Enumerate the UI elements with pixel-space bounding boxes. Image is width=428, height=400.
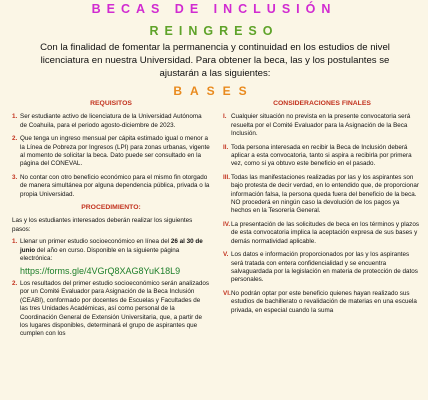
consideracion-number: V.: [223, 251, 229, 259]
consideracion-text: Los datos e información proporcionados por las y los aspirantes será tratada con entera confidencialidad y se encuentra salvaguardada por la legislación en materia de protección de datos personales.: [231, 251, 418, 284]
procedimiento-intro: Las y los estudiantes interesados deberán realizar los siguientes pasos:: [12, 217, 193, 233]
consideracion-text: La presentación de las solicitudes de beca en los términos y plazos de esta convocatoria implica la aceptación expresa de sus bases y demás normatividad aplicable.: [231, 220, 419, 245]
step-item: [12, 280, 210, 339]
consideracion-number: VI.: [223, 289, 231, 297]
consideracion-number: II.: [223, 143, 229, 151]
procedimiento-title: PROCEDIMIENTO:: [81, 204, 141, 212]
page-title: BECAS DE INCLUSIÓN: [91, 2, 337, 16]
requisito-text: Que tenga un ingreso mensual per cápita estimado igual o menor a la Línea de Pobreza por Ingresos (LPI) para zonas urbanas, vigente al momento de solicitar la beca. Dato puede ser consultado en la página del CONEVAL.: [20, 135, 210, 168]
requisito-number: 2.: [12, 135, 18, 143]
consideracion-item: [223, 113, 421, 138]
consideracion-text: Cualquier situación no prevista en la presente convocatoria será resuelta por el Comité Evaluador para la Asignación de la Beca Inclusión.: [231, 113, 411, 138]
step-number: 1.: [12, 238, 18, 246]
requisitos-title: REQUISITOS: [90, 100, 132, 107]
step1-dates: 26 al 30 de junio: [20, 238, 203, 254]
requisito-number: 3.: [12, 173, 18, 181]
requisito-number: 1.: [12, 113, 18, 121]
consideracion-text: No podrán optar por este beneficio quienes hayan realizado sus estudios de bachillerato o revalidación de materias en una escuela privada, en especial cuando la suma: [231, 289, 417, 314]
page-subtitle: REINGRESO: [149, 24, 279, 38]
requisito-item: [12, 135, 210, 169]
consideracion-number: I.: [223, 113, 227, 121]
consideracion-text: Toda persona interesada en recibir la Beca de Inclusión deberá aplicar a esta convocatoria, tanto si aspira a recibirla por primera vez, como si ya obtuvo este beneficio en el pasado.: [231, 143, 412, 168]
requisito-item: [12, 113, 210, 130]
step1-text-b: del año en curso. Disponible en la siguiente página electrónica:: [20, 246, 180, 263]
consideracion-item: [223, 174, 421, 216]
consideracion-item: [223, 144, 421, 169]
form-link[interactable]: https://forms.gle/4VGrQ8XAG8YuK18L9: [20, 265, 181, 276]
bases-heading: BASES: [173, 84, 255, 98]
step1-text-a: Llenar un primer estudio socioeconómico en línea del: [20, 238, 170, 246]
step-item: [12, 238, 210, 263]
right-column: [223, 100, 421, 320]
requisito-text: Ser estudiante activo de licenciatura de la Universidad Autónoma de Coahuila, para el periodo agosto-diciembre de 2023.: [20, 113, 202, 129]
requisito-item: [12, 174, 210, 199]
consideracion-item: [223, 290, 421, 315]
consideraciones-title: CONSIDERACIONES FINALES: [273, 100, 371, 107]
step-text: Los resultados del primer estudio socioeconómico serán analizados por un Comité Evaluador para Asignación de la Beca Inclusión (CEABI), conformado por docentes de Escuelas y Facultades de las tres Unidades Académicas, así como personal de la Coordinación General de Extensión Universitaria, que, a partir de los lugares disponibles, determinará el grupo de aspirantes que cumplen con los: [20, 279, 210, 338]
requisito-text: No contar con otro beneficio económico para el mismo fin otorgado de manera simultánea por alguna dependencia pública, privada o la propia Universidad.: [20, 173, 210, 198]
consideracion-number: III.: [223, 173, 230, 181]
consideracion-item: [223, 251, 421, 285]
intro-paragraph: Con la finalidad de fomentar la permanencia y continuidad en los estudios de nivel licenciatura en nuestra Universidad. Para obtener la beca, las y los postulantes se ajustarán a las siguientes:: [40, 42, 390, 79]
consideracion-number: IV.: [223, 220, 231, 228]
consideracion-item: [223, 221, 421, 246]
left-column: [12, 100, 210, 344]
step-text: [20, 238, 210, 263]
consideracion-text: Todas las manifestaciones realizadas por las y los aspirantes son bajo protesta de decir verdad, en lo entendido que, de proporcionar información falsa, la persona queda fuera del beneficio de la beca. NO procederá en ningún caso la devolución de los pagos ya hechos en la Tesorería General.: [231, 173, 419, 215]
step-number: 2.: [12, 279, 18, 287]
